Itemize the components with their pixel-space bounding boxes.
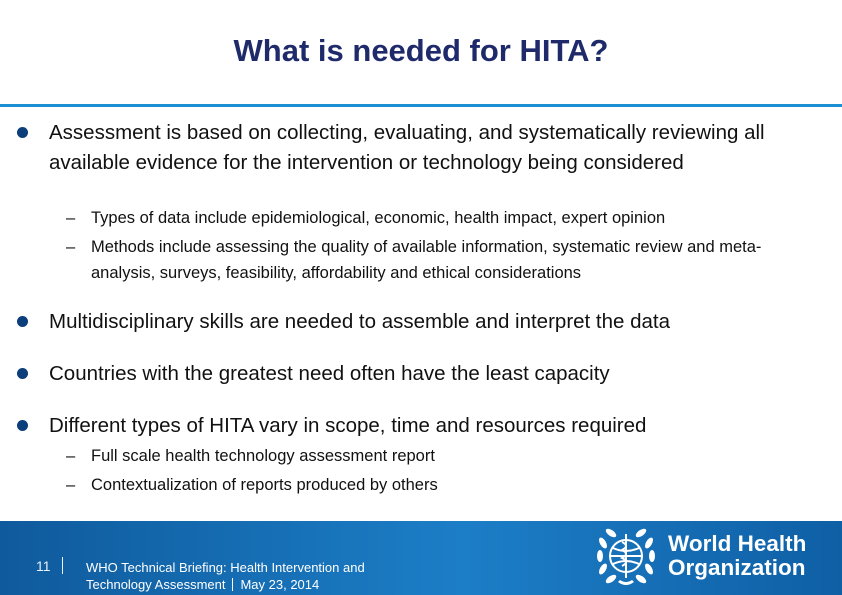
footer-caption [86,559,365,593]
bullet-text: Assessment is based on collecting, evaluating, and systematically reviewing all available evidence for the intervention or technology being considered [49,121,765,174]
sub-bullet-item [66,472,816,498]
dash-icon: – [66,447,76,465]
bullet-item [49,307,799,337]
bullet-item [49,411,799,441]
sub-bullet-item [66,443,816,469]
bullet-text: Countries with the greatest need often have the least capacity [49,362,610,385]
bullet-item [49,118,799,178]
bullet-text: Different types of HITA vary in scope, time and resources required [49,414,647,437]
bullet-icon [17,420,28,431]
footer-divider [232,578,233,591]
sub-bullet-item [66,205,816,231]
who-emblem-icon [592,526,660,590]
sub-bullet-item [66,234,816,286]
who-logo-text [668,532,806,580]
sub-bullet-text: Contextualization of reports produced by others [91,476,438,494]
bullet-icon [17,127,28,138]
footer-date: May 23, 2014 [240,577,320,592]
dash-icon: – [66,476,76,494]
title-divider [0,104,842,107]
logo-line1: World Health [668,531,807,556]
page-number: 11 [36,558,51,574]
slide-title: What is needed for HITA? [233,33,609,68]
dash-icon: – [66,209,76,227]
dash-icon: – [66,238,76,256]
page-number-divider [62,557,63,574]
bullet-icon [17,368,28,379]
bullet-text: Multidisciplinary skills are needed to assemble and interpret the data [49,310,671,333]
bullet-item [49,359,799,389]
footer-title-line1: WHO Technical Briefing: Health Intervention and [86,560,365,575]
sub-bullet-text: Methods include assessing the quality of available information, systematic review and meta-analysis, surveys, feasibility, affordability and ethical considerations [91,238,762,282]
sub-bullet-text: Full scale health technology assessment report [91,447,435,465]
bullet-icon [17,316,28,327]
logo-line2: Organization [668,555,806,580]
footer-title-line2: Technology Assessment [86,577,226,592]
sub-bullet-text: Types of data include epidemiological, economic, health impact, expert opinion [91,209,666,227]
footer-bar [0,521,842,595]
